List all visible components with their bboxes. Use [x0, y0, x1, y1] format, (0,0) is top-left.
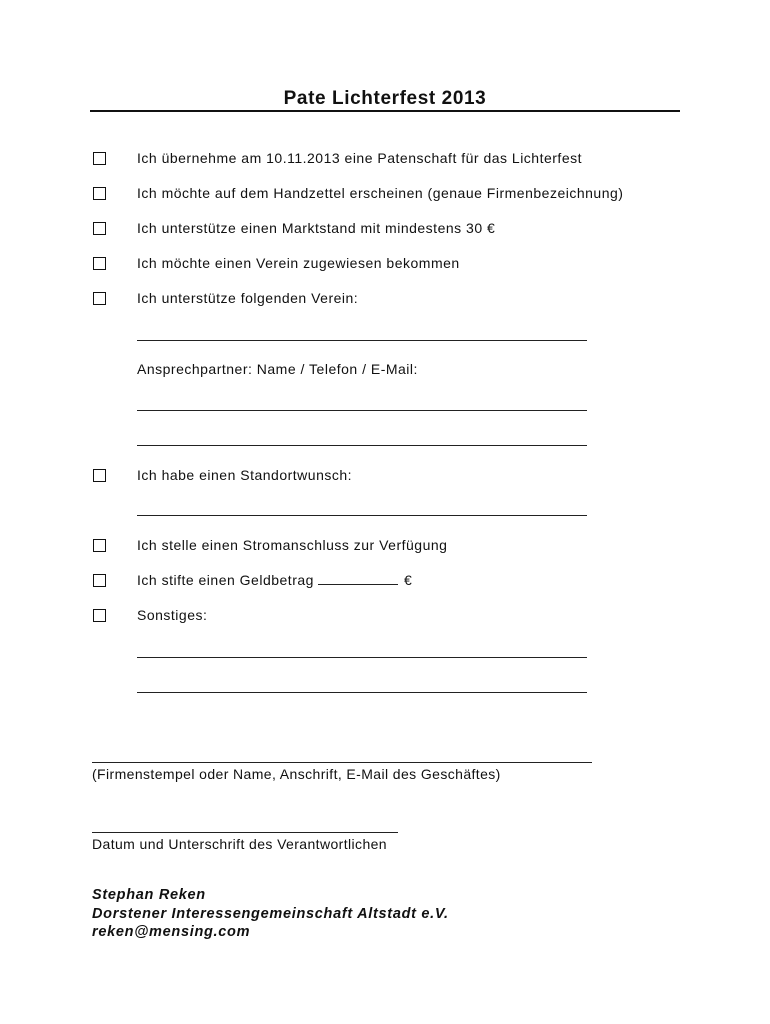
option-label-handzettel: Ich möchte auf dem Handzettel erscheinen (genaue Firmenbezeichnung): [137, 185, 624, 201]
page-title: Pate Lichterfest 2013: [283, 88, 487, 109]
checkbox-geldbetrag[interactable]: [93, 574, 106, 587]
checkbox-verein-zugewiesen[interactable]: [93, 257, 106, 270]
option-label-standortwunsch: Ich habe einen Standortwunsch:: [137, 467, 353, 483]
contact-line-2[interactable]: [137, 445, 587, 446]
checkbox-stromanschluss[interactable]: [93, 539, 106, 552]
checkbox-standortwunsch[interactable]: [93, 469, 106, 482]
stamp-caption: (Firmenstempel oder Name, Anschrift, E-Mail des Geschäftes): [92, 766, 501, 782]
euro-sign: €: [403, 572, 413, 588]
option-label-verein-zugewiesen: Ich möchte einen Verein zugewiesen bekommen: [137, 255, 460, 271]
option-label-verein-unterstuetzen: Ich unterstütze folgenden Verein:: [137, 290, 359, 306]
date-signature-line[interactable]: [92, 832, 398, 833]
option-label-sonstiges: Sonstiges:: [137, 607, 208, 623]
checkbox-handzettel[interactable]: [93, 187, 106, 200]
verein-name-line[interactable]: [137, 340, 587, 341]
standort-line[interactable]: [137, 515, 587, 516]
option-label-patenschaft: Ich übernehme am 10.11.2013 eine Patenschaft für das Lichterfest: [137, 150, 582, 166]
stamp-line[interactable]: [92, 762, 592, 763]
contact-label: Ansprechpartner: Name / Telefon / E-Mail:: [137, 361, 418, 377]
sonstiges-line-2[interactable]: [137, 692, 587, 693]
sonstiges-line-1[interactable]: [137, 657, 587, 658]
checkbox-patenschaft[interactable]: [93, 152, 106, 165]
signature-email: reken@mensing.com: [92, 924, 251, 940]
checkbox-marktstand[interactable]: [93, 222, 106, 235]
checkbox-verein-unterstuetzen[interactable]: [93, 292, 106, 305]
option-label-stromanschluss: Ich stelle einen Stromanschluss zur Verfügung: [137, 537, 448, 553]
option-label-marktstand: Ich unterstütze einen Marktstand mit mindestens 30 €: [137, 220, 496, 236]
signature-organization: Dorstener Interessengemeinschaft Altstadt e.V.: [92, 906, 449, 922]
contact-line-1[interactable]: [137, 410, 587, 411]
geldbetrag-prefix: Ich stifte einen Geldbetrag: [137, 572, 314, 588]
checkbox-sonstiges[interactable]: [93, 609, 106, 622]
title-underline: [90, 110, 680, 112]
signature-name: Stephan Reken: [92, 887, 206, 903]
geldbetrag-amount-line[interactable]: [318, 574, 398, 585]
option-label-geldbetrag: [137, 572, 412, 588]
date-caption: Datum und Unterschrift des Verantwortlichen: [92, 836, 387, 852]
